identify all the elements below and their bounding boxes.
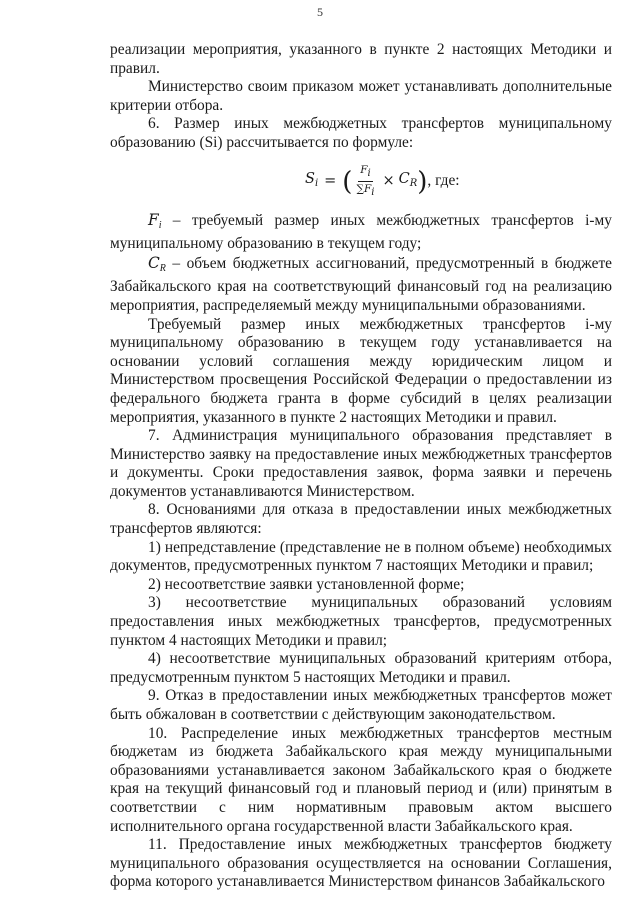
definition-cr: $C_R$ – объем бюджетных ассигнований, предусмотренный в бюджете Забайкальского края на соответствующий финансовый год на реализацию мероприятия, распределяемый между муниципальными образованиями.: [110, 253, 612, 314]
paragraph: 10. Распределение иных межбюджетных трансфертов местным бюджетам из бюджета Забайкальского края между муниципальными образованиями устанавливается законом Забайкальского края о бюджете края на текущий финансовый год и плановый период и (или) принятым в соответствии с ним нормативным правовым актом высшего исполнительного органа государственной власти Забайкальского края.: [110, 724, 612, 835]
formula-paren-open: (: [342, 166, 353, 197]
document-body: [110, 41, 612, 892]
formula-lhs: $S_i$: [305, 170, 319, 189]
list-item: 4) несоответствие муниципальных образований критериям отбора, предусмотренным пунктом 5 настоящих Методики и правил.: [110, 650, 612, 686]
list-item: 2) несоответствие заявки установленной форме;: [148, 575, 465, 593]
formula-denominator: ∑Fi: [356, 183, 375, 199]
paragraph: 11. Предоставление иных межбюджетных трансфертов бюджету муниципального образования осуществляется на основании Соглашения, форма которого устанавливается Министерством финансов Забайкальского: [110, 836, 612, 891]
formula-equals: =: [324, 173, 337, 190]
list-item: 1) непредставление (представление не в полном объеме) необходимых документов, предусмотренных пунктом 7 настоящих Методики и правил;: [110, 538, 612, 575]
list-item: 3) несоответствие муниципальных образований условиям предоставления иных межбюджетных трансфертов, предусмотренных пунктом 4 настоящих Методики и правил;: [110, 594, 612, 649]
paragraph: Требуемый размер иных межбюджетных трансфертов i-му муниципальному образованию в текущем году устанавливается на основании условий соглашения между юридическим лицом и Министерством просвещения Российской Федерации о предоставлении из федерального бюджета гранта в форме субсидий в целях реализации мероприятия, указанного в пункте 2 настоящих Методики и правил.: [110, 315, 612, 426]
formula-suffix: , где:: [427, 172, 460, 190]
formula-paren-close: ): [417, 166, 428, 197]
paragraph: Министерство своим приказом может устанавливать дополнительные критерии отбора.: [110, 78, 612, 114]
formula-fraction: [354, 164, 376, 199]
formula-factor: $C_R$: [398, 170, 418, 189]
paragraph: 7. Администрация муниципального образования представляет в Министерство заявку на предоставление иных межбюджетных трансфертов и документы. Сроки предоставления заявок, форма заявки и перечень документов устанавливаются Министерством.: [110, 427, 612, 500]
paragraph: 6. Размер иных межбюджетных трансфертов муниципальному образованию (Si) рассчитывается по формуле:: [110, 115, 612, 151]
paragraph: 9. Отказ в предоставлении иных межбюджетных трансфертов может быть обжалован в соответствии с действующим законодательством.: [110, 687, 612, 723]
formula-times: ×: [382, 173, 395, 190]
page-number: 5: [317, 5, 323, 19]
paragraph: реализации мероприятия, указанного в пункте 2 настоящих Методики и правил.: [110, 41, 612, 77]
formula: [110, 153, 612, 211]
paragraph: 8. Основаниями для отказа в предоставлении иных межбюджетных трансфертов являются:: [110, 501, 612, 538]
formula-numerator: Fi: [358, 164, 373, 182]
definition-fi: $F_i$ – требуемый размер иных межбюджетных трансфертов i-му муниципальному образованию в текущем году;: [110, 210, 612, 253]
